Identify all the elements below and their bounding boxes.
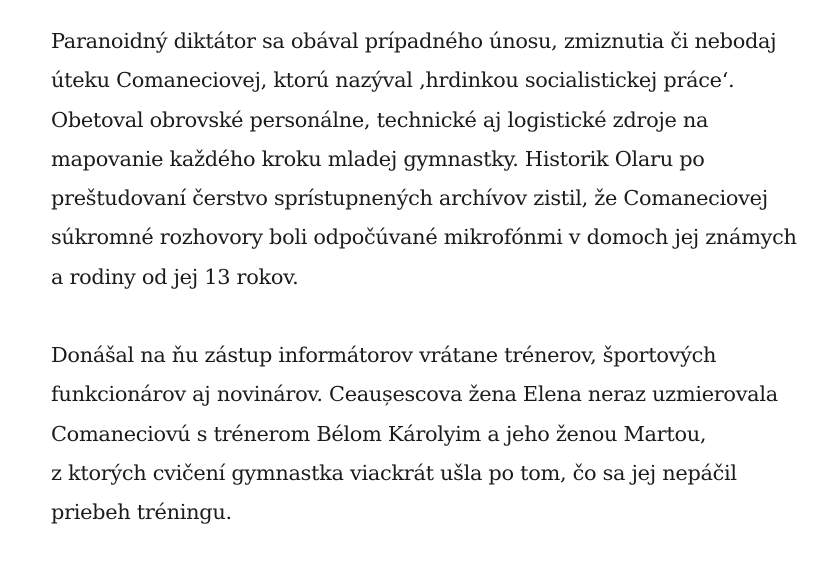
paragraph-line: Donášal na ňu zástup informátorov vrátane trénerov, športových bbox=[51, 343, 717, 368]
paragraph-line: úteku Comaneciovej, ktorú nazýval ‚hrdinkou socialistickej práce‘. bbox=[51, 68, 735, 93]
paragraph-line: mapovanie každého kroku mladej gymnastky. Historik Olaru po bbox=[51, 146, 705, 171]
paragraph-line: a rodiny od jej 13 rokov. bbox=[51, 264, 299, 289]
paragraph-line: preštudovaní čerstvo sprístupnených archívov zistil, že Comaneciovej bbox=[51, 186, 768, 211]
paragraph-line: Obetoval obrovské personálne, technické aj logistické zdroje na bbox=[51, 107, 709, 132]
paragraph-line: Comaneciovú s trénerom Bélom Károlyim a jeho ženou Martou, bbox=[51, 421, 707, 446]
paragraph-1 bbox=[51, 22, 821, 297]
paragraph-line: Paranoidný diktátor sa obával prípadného únosu, zmiznutia či nebodaj bbox=[51, 29, 777, 53]
paragraph-2 bbox=[51, 336, 821, 532]
paragraph-line: priebeh tréningu. bbox=[51, 500, 232, 525]
paragraph-line: funkcionárov aj novinárov. Ceaușescova žena Elena neraz uzmierovala bbox=[51, 382, 778, 407]
paragraph-line: súkromné rozhovory boli odpočúvané mikrofónmi v domoch jej známych bbox=[51, 225, 797, 250]
paragraph-spacer bbox=[51, 297, 821, 336]
paragraph-line: z ktorých cvičení gymnastka viackrát ušla po tom, čo sa jej nepáčil bbox=[51, 460, 737, 485]
article-body bbox=[51, 22, 821, 533]
